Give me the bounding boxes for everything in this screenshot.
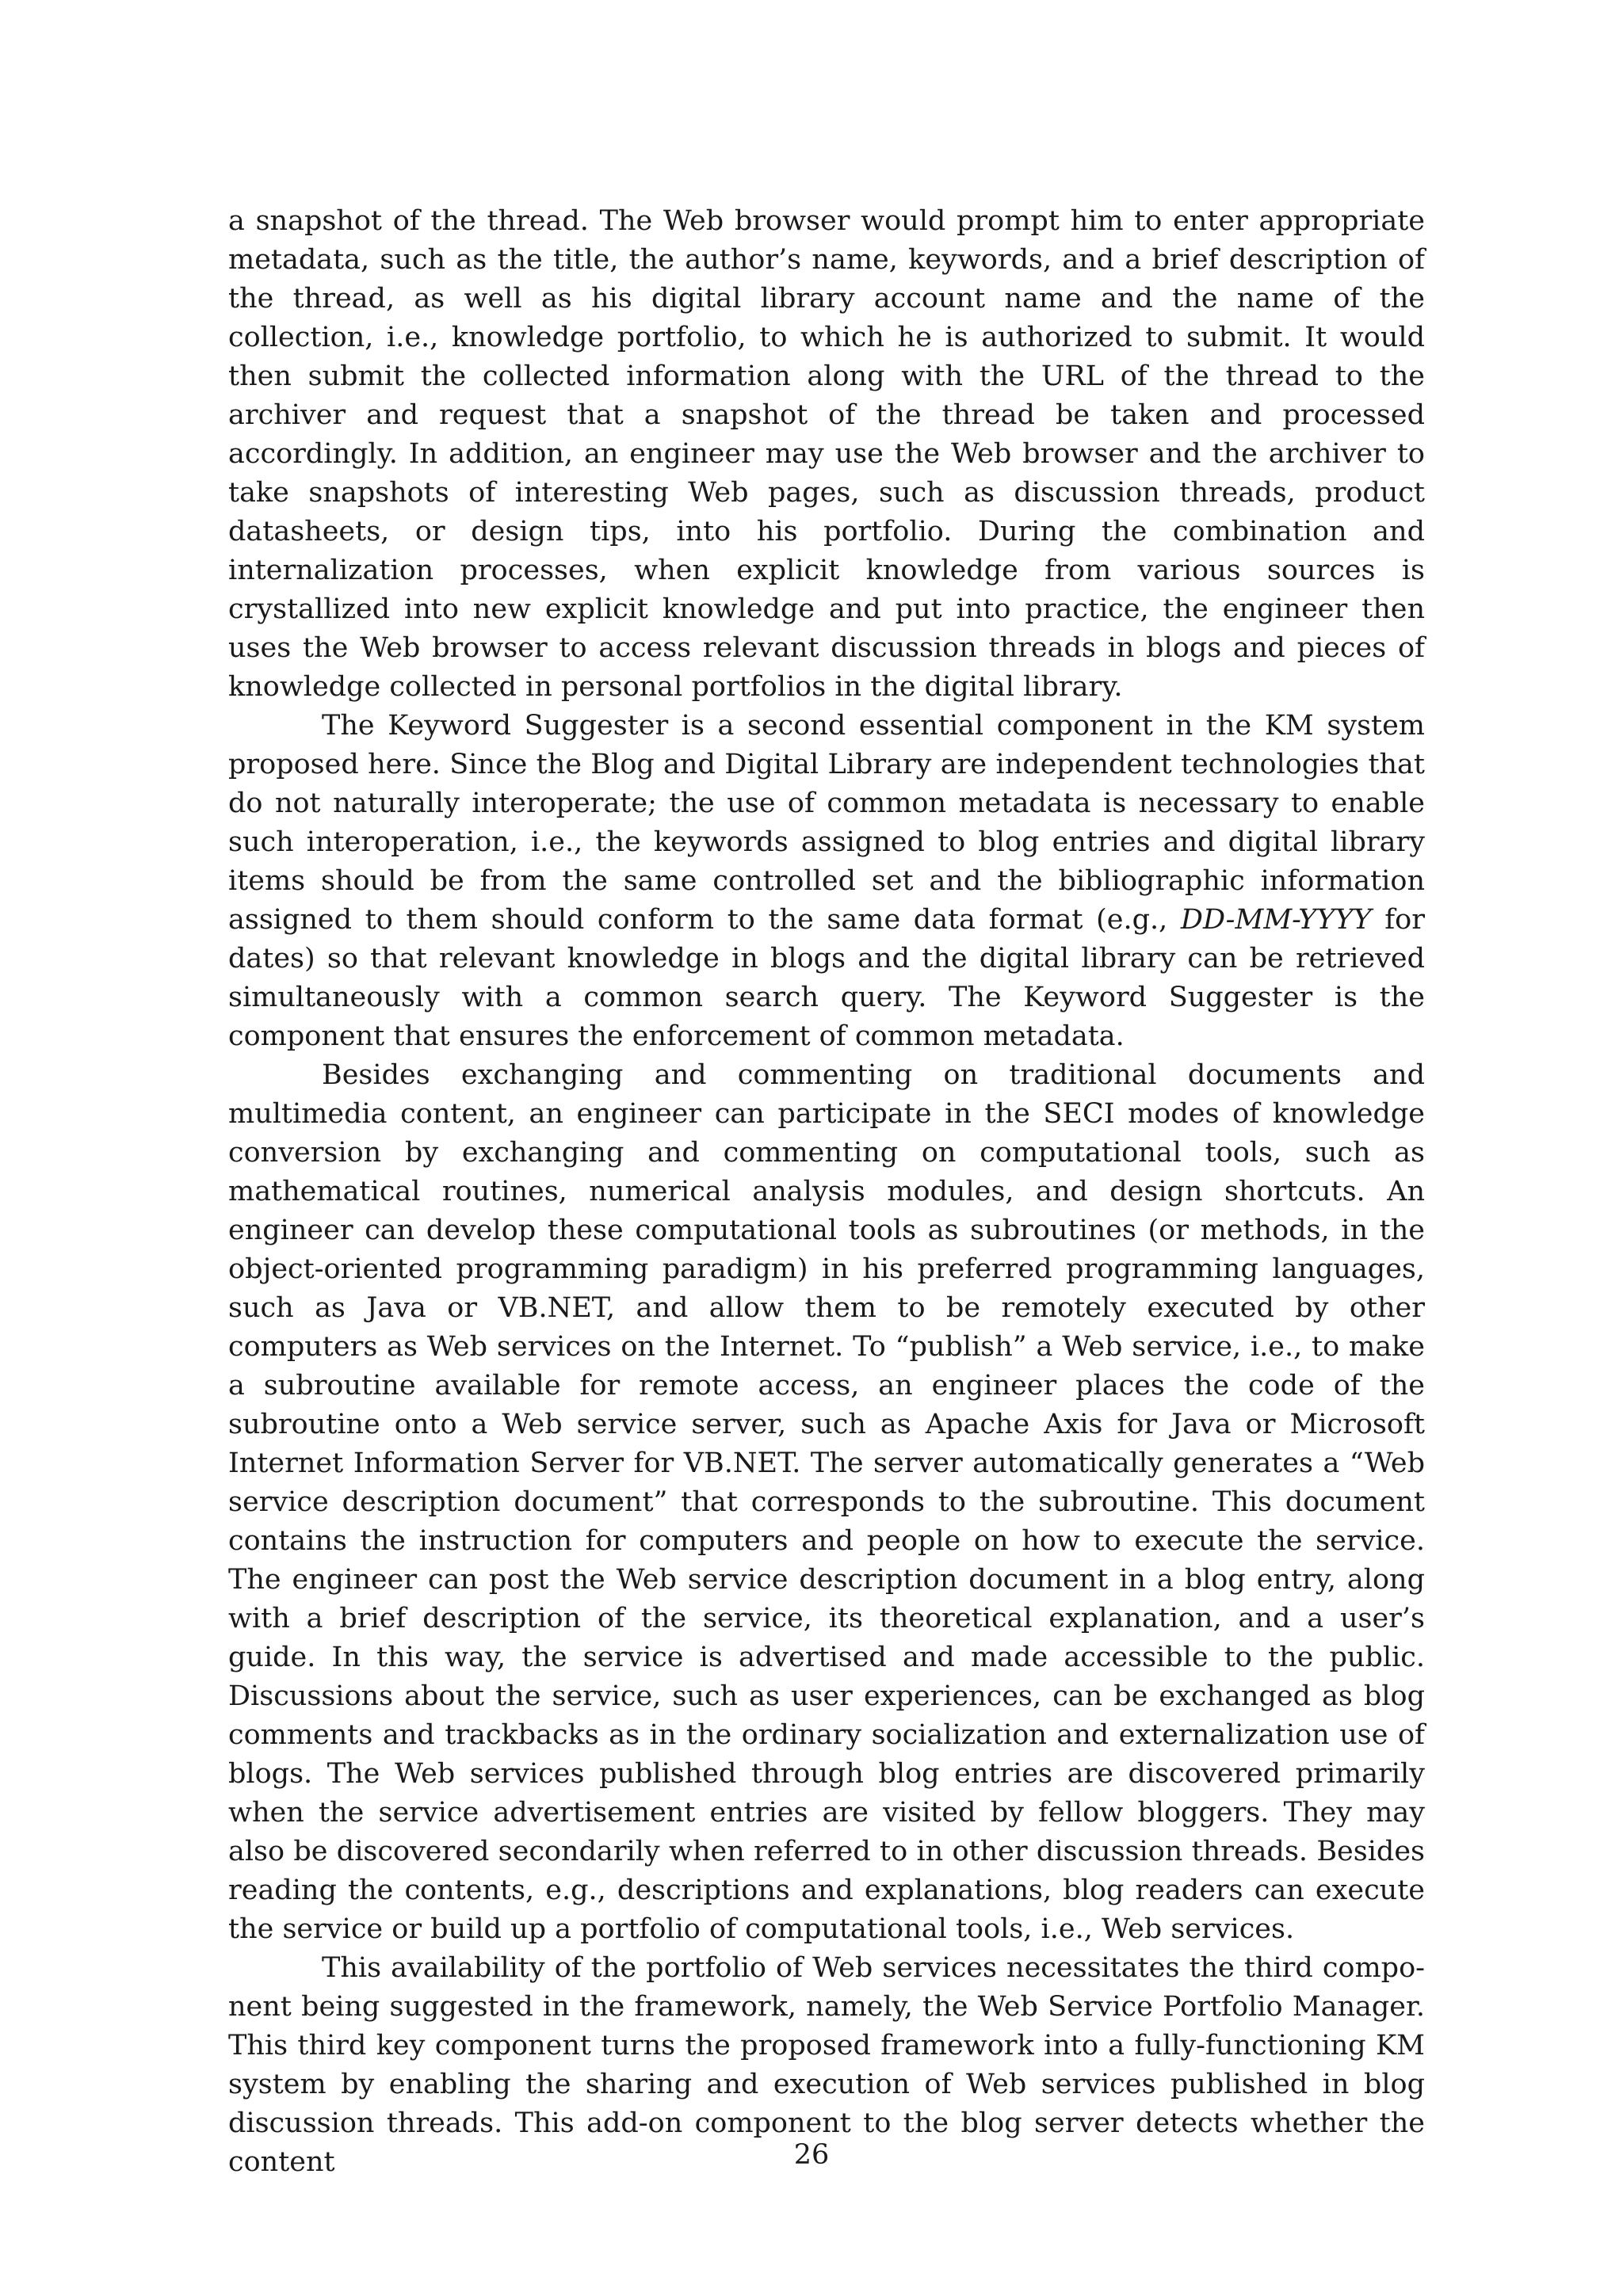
paragraph-2-text-after: for dates) so that relevant knowledge in blogs and the digital library can be retrieved simultaneously with a common search query. The Keyword Suggester is the component that ensures the enforcement of common metadata. [228,904,1425,1052]
date-format-emphasis: DD-MM-YYYY [1180,904,1372,936]
paragraph-4: This availability of the portfolio of Web services necessitates the third component being suggested in the framework, namely, the Web Service Portfolio Manager. This third key component turns the proposed framework into a fully-functioning KM system by enabling the sharing and execution of Web services published in blog discussion threads. This add-on component to the blog server detects whether the content [228,1952,1425,2178]
page-number: 26 [793,2139,830,2171]
paragraph-2 [228,707,1425,1056]
page-body [228,202,1425,2182]
paragraph-1: a snapshot of the thread. The Web browser would prompt him to enter appropriate metadata, such as the title, the author’s name, keywords, and a brief description of the thread, as well as his digital library account name and the name of the collection, i.e., knowledge portfolio, to which he is authorized to submit. It would then submit the collected information along with the URL of the thread to the archiver and request that a snapshot of the thread be taken and processed accordingly. In addition, an engineer may use the Web browser and the archiver to take snapshots of interesting Web pages, such as discussion threads, product datasheets, or design tips, into his portfolio. During the combination and internalization processes, when explicit knowledge from various sources is crystallized into new explicit knowledge and put into practice, the engineer then uses the Web browser to access relevant discussion threads in blogs and pieces of knowledge collected in personal portfolios in the digital library. [228,205,1425,703]
paragraph-2-text-before: The Keyword Suggester is a second essential component in the KM system proposed here. Since the Blog and Digital Library are independent technologies that do not naturally interoperate; the use of common metadata is necessary to enable such interoperation, i.e., the keywords assigned to blog entries and digital library items should be from the same controlled set and the bibliographic information assigned to them should conform to the same data format (e.g., [228,710,1425,936]
paragraph-3: Besides exchanging and commenting on traditional documents and multimedia content, an engineer can participate in the SECI modes of knowledge conversion by exchanging and commenting on computational tools, such as mathematical routines, numerical analysis modules, and design shortcuts. An engineer can develop these computational tools as subroutines (or methods, in the object-oriented programming paradigm) in his preferred programming languages, such as Java or VB.NET, and allow them to be remotely executed by other computers as Web services on the Internet. To “publish” a Web service, i.e., to make a subroutine available for remote access, an engineer places the code of the subroutine onto a Web service server, such as Apache Axis for Java or Microsoft Internet Information Server for VB.NET. The server automatically generates a “Web service description document” that corresponds to the subroutine. This document contains the instruction for computers and people on how to execute the service. The engineer can post the Web service description document in a blog entry, along with a brief description of the service, its theoretical explanation, and a user’s guide. In this way, the service is advertised and made accessible to the public. Discussions about the service, such as user experiences, can be exchanged as blog comments and trackbacks as in the ordinary socialization and externalization use of blogs. The Web services published through blog entries are discovered primarily when the service advertisement entries are visited by fellow bloggers. They may also be discovered secondarily when referred to in other discussion threads. Besides reading the contents, e.g., descriptions and explanations, blog readers can execute the service or build up a portfolio of computational tools, i.e., Web services. [228,1059,1425,1945]
